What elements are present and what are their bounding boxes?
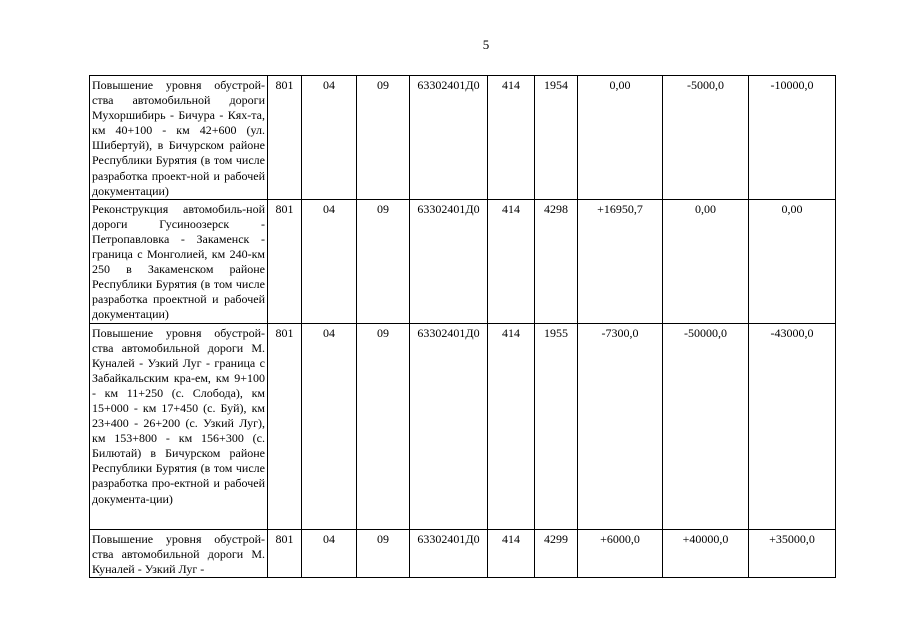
target-article-code: 63302401Д0	[410, 323, 488, 529]
amount-year-1: +16950,7	[578, 199, 663, 323]
amount-year-2: +40000,0	[663, 529, 749, 577]
table-row	[90, 76, 836, 200]
amount-year-3: 0,00	[749, 199, 836, 323]
target-article-code: 63302401Д0	[410, 199, 488, 323]
item-name-text: Повышение уровня обустрой-ства автомобильной дороги М. Куналей - Узкий Луг -	[92, 531, 265, 576]
section-code: 04	[302, 529, 357, 577]
expense-type-code: 414	[488, 76, 535, 200]
table-row	[90, 199, 836, 323]
section-code: 04	[302, 76, 357, 200]
amount-year-1: 0,00	[578, 76, 663, 200]
section-code: 04	[302, 323, 357, 529]
expense-type-code: 414	[488, 199, 535, 323]
additional-code: 1955	[535, 323, 578, 529]
page-number: 5	[482, 37, 490, 52]
amount-year-3: +35000,0	[749, 529, 836, 577]
amount-year-2: 0,00	[663, 199, 749, 323]
subsection-code: 09	[357, 76, 410, 200]
amount-year-3: -43000,0	[749, 323, 836, 529]
budget-table	[89, 75, 836, 578]
section-code: 04	[302, 199, 357, 323]
amount-year-3: -10000,0	[749, 76, 836, 200]
ministry-code: 801	[268, 529, 302, 577]
item-name: Повышение уровня обустрой-ства автомобильной дороги М. Куналей - Узкий Луг - граница с Забайкальским кра-ем, км 9+100 - км 11+250 (с. Слобода), км 15+000 - км 17+450 (с. Буй), км 23+400 - 26+200 (с. Узкий Луг), км 153+800 - км 156+300 (с. Билютай) в Бичурском районе Республики Бурятия (в том числе разработка про-ектной и рабочей документа-ции)	[90, 323, 268, 529]
amount-year-1: -7300,0	[578, 323, 663, 529]
item-name: Реконструкция автомобиль-ной дороги Гусиноозерск - Петропавловка - Закаменск - граница с Монголией, км 240-км 250 в Закаменском районе Республики Бурятия (в том числе разработка проектной и рабочей документации)	[90, 199, 268, 323]
target-article-code: 63302401Д0	[410, 529, 488, 577]
additional-code: 4299	[535, 529, 578, 577]
item-name	[90, 529, 268, 577]
ministry-code: 801	[268, 76, 302, 200]
expense-type-code: 414	[488, 529, 535, 577]
ministry-code: 801	[268, 199, 302, 323]
item-name: Повышение уровня обустрой-ства автомобильной дороги Мухоршибирь - Бичура - Кях-та, км 40+100 - км 42+600 (ул. Шибертуй), в Бичурском районе Республики Бурятия (в том числе разработка проект-ной и рабочей документации)	[90, 76, 268, 200]
additional-code: 1954	[535, 76, 578, 200]
table-row	[90, 323, 836, 529]
subsection-code: 09	[357, 323, 410, 529]
subsection-code: 09	[357, 529, 410, 577]
amount-year-1: +6000,0	[578, 529, 663, 577]
expense-type-code: 414	[488, 323, 535, 529]
subsection-code: 09	[357, 199, 410, 323]
additional-code: 4298	[535, 199, 578, 323]
amount-year-2: -5000,0	[663, 76, 749, 200]
amount-year-2: -50000,0	[663, 323, 749, 529]
ministry-code: 801	[268, 323, 302, 529]
target-article-code: 63302401Д0	[410, 76, 488, 200]
table-row	[90, 529, 836, 577]
